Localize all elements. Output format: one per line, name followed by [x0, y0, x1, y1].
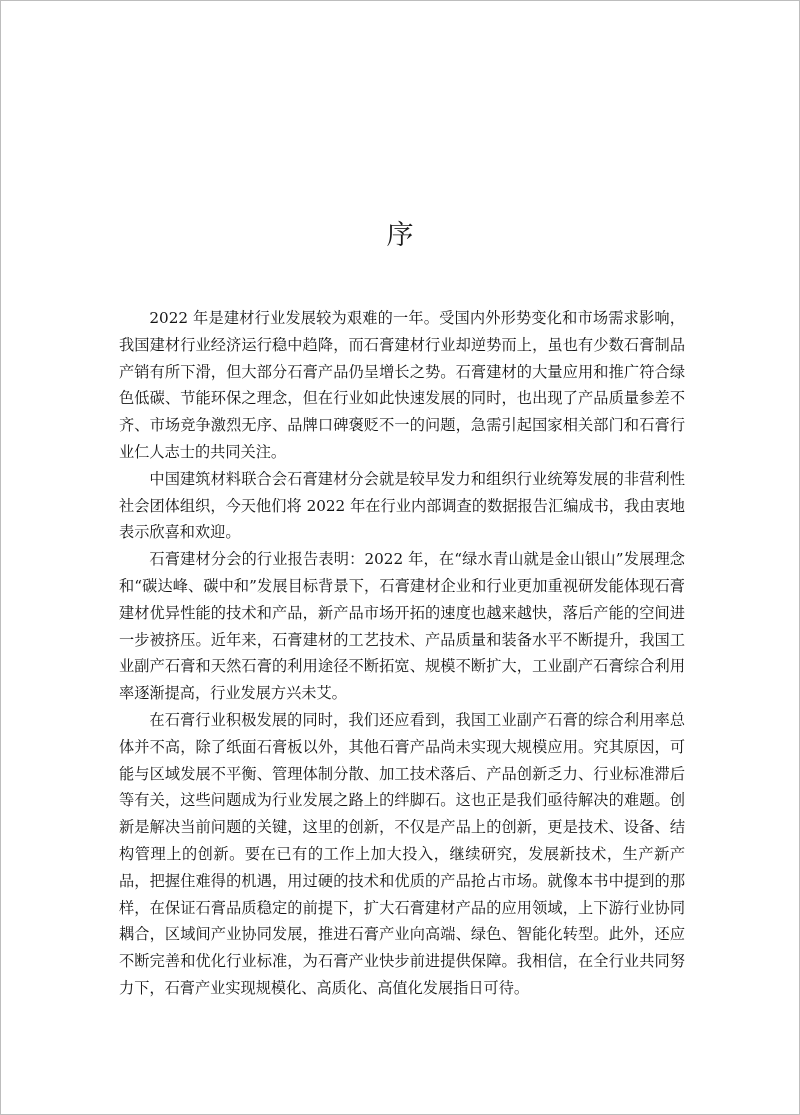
body-text: [119, 305, 685, 1002]
paragraph-4: 在石膏行业积极发展的同时，我们还应看到，我国工业副产石膏的综合利用率总体并不高，除了纸面石膏板以外，其他石膏产品尚未实现大规模应用。究其原因，可能与区域发展不平衡、管理体制分散、加工技术落后、产品创新乏力、行业标准滞后等有关，这些问题成为行业发展之路上的绊脚石。这也正是我们亟待解决的难题。创新是解决当前问题的关键，这里的创新，不仅是产品上的创新，更是技术、设备、结构管理上的创新。要在已有的工作上加大投入，继续研究，发展新技术，生产新产品，把握住难得的机遇，用过硬的技术和优质的产品抢占市场。就像本书中提到的那样，在保证石膏品质稳定的前提下，扩大石膏建材产品的应用领域，上下游行业协同耦合，区域间产业协同发展，推进石膏产业向高端、绿色、智能化转型。此外，还应不断完善和优化行业标准，为石膏产业快步前进提供保障。我相信，在全行业共同努力下，石膏产业实现规模化、高质化、高值化发展指日可待。: [119, 710, 685, 997]
paragraph-1: 2022 年是建材行业发展较为艰难的一年。受国内外形势变化和市场需求影响，我国建材行业经济运行稳中趋降，而石膏建材行业却逆势而上，虽也有少数石膏制品产销有所下滑，但大部分石膏产品仍呈增长之势。石膏建材的大量应用和推广符合绿色低碳、节能环保之理念，但在行业如此快速发展的同时，也出现了产品质量参差不齐、市场竞争激烈无序、品牌口碑褒贬不一的问题，急需引起国家相关部门和石膏行业仁人志士的共同关注。: [119, 309, 685, 461]
page-title: 序: [386, 220, 416, 251]
paragraph-2: 中国建筑材料联合会石膏建材分会就是较早发力和组织行业统筹发展的非营利性社会团体组织，今天他们将 2022 年在行业内部调查的数据报告汇编成书，我由衷地表示欣喜和欢迎。: [119, 469, 685, 542]
paragraph-3: 石膏建材分会的行业报告表明：2022 年，在“绿水青山就是金山银山”发展理念和“碳达峰、碳中和”发展目标背景下，石膏建材企业和行业更加重视研发能体现石膏建材优异性能的技术和产品，新产品市场开拓的速度也越来越快，落后产能的空间进一步被挤压。近年来，石膏建材的工艺技术、产品质量和装备水平不断提升，我国工业副产石膏和天然石膏的利用途径不断拓宽、规模不断扩大，工业副产石膏综合利用率逐渐提高，行业发展方兴未艾。: [119, 550, 685, 703]
